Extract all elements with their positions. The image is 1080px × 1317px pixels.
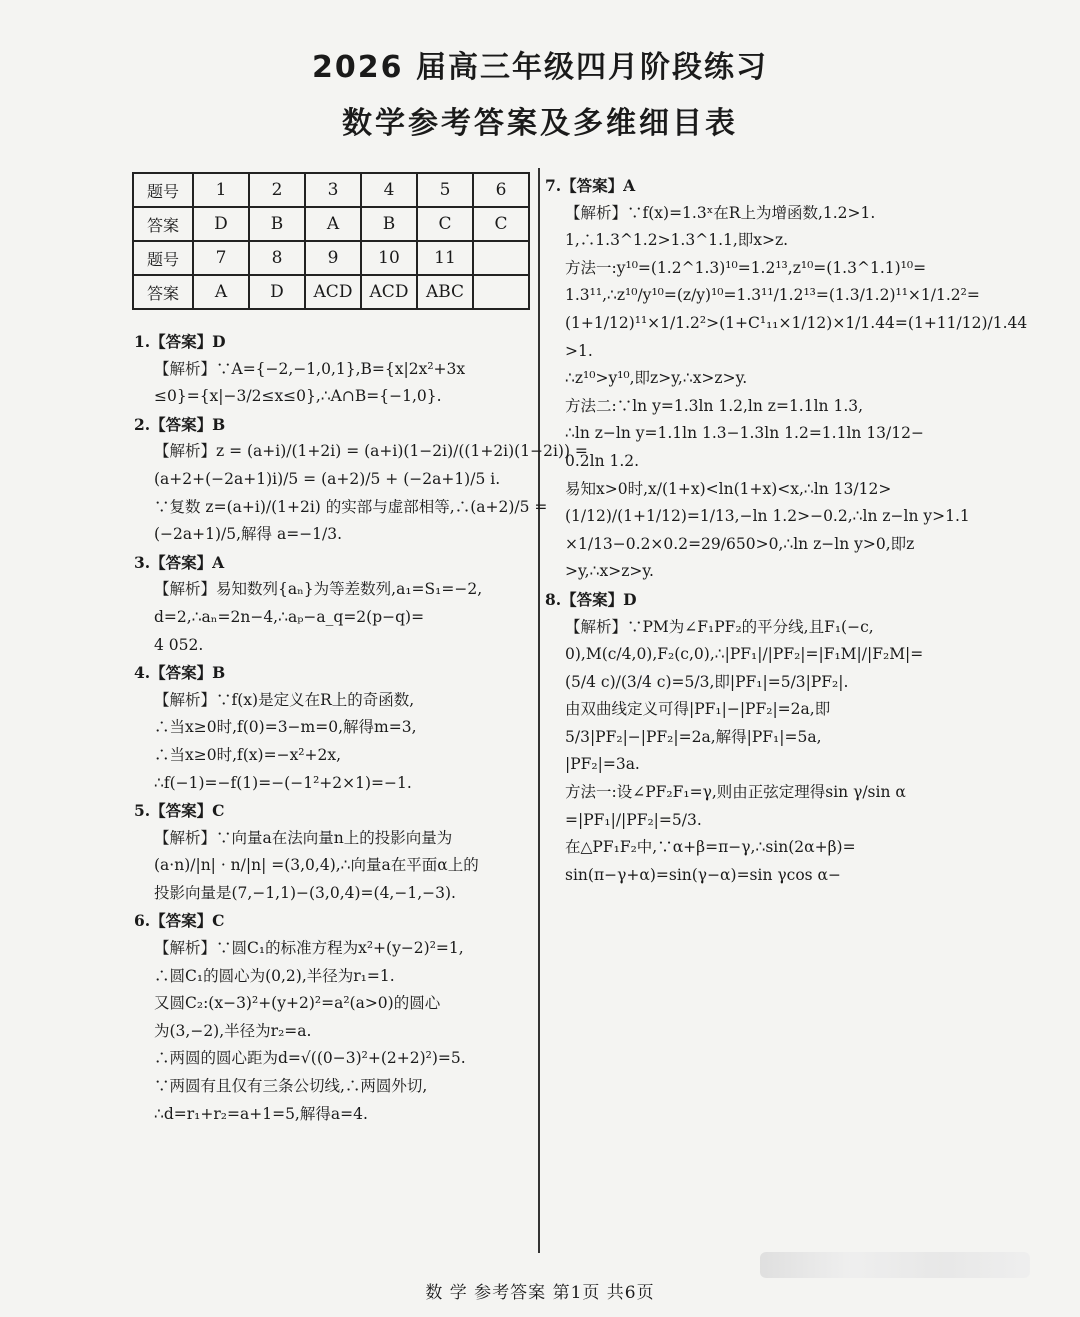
solution-line: (a+2+(−2a+1)i)/5 = (a+2)/5 + (−2a+1)/5 i. (154, 469, 501, 488)
solution-line: 方法二:∵ln y=1.3ln 1.2,ln z=1.1ln 1.3, (565, 396, 864, 415)
solution-line: (−2a+1)/5,解得 a=−1/3. (154, 525, 343, 544)
solution-line: 方法一:设∠PF₂F₁=γ,则由正弦定理得sin γ/sin α (565, 783, 906, 802)
solution-line: |PF₂|=3a. (565, 755, 640, 774)
solution-line: 【解析】z = (a+i)/(1+2i) = (a+i)(1−2i)/((1+2i)(1−2i)) = (154, 442, 588, 461)
solution-line: =|PF₁|/|PF₂|=5/3. (565, 810, 702, 829)
solution-line: 5.【答案】C (134, 801, 225, 821)
answer-table-cell: 3 (305, 173, 361, 207)
answer-table-cell: 6 (473, 173, 529, 207)
solution-line: (5/4 c)/(3/4 c)=5/3,即|PF₁|=5/3|PF₂|. (565, 672, 849, 691)
answer-table-cell: B (249, 207, 305, 241)
solution-line: 由双曲线定义可得|PF₁|−|PF₂|=2a,即 (565, 700, 831, 719)
answer-table-cell: ABC (417, 275, 473, 309)
answer-table-row (133, 275, 529, 309)
answer-table-cell: 8 (249, 241, 305, 275)
solution-line: 投影向量是(7,−1,1)−(3,0,4)=(4,−1,−3). (154, 883, 456, 902)
solution-line: 8.【答案】D (545, 589, 637, 609)
answer-table-cell: A (193, 275, 249, 309)
solution-line: 6.【答案】C (134, 911, 225, 931)
solution-line: 在△PF₁F₂中,∵α+β=π−γ,∴sin(2α+β)= (565, 838, 856, 857)
answer-table-header-cell: 答案 (133, 207, 193, 241)
solution-line: 1.3¹¹,∴z¹⁰/y¹⁰=(z/y)¹⁰=1.3¹¹/1.2¹³=(1.3/1.2)¹¹×1/1.2²= (565, 286, 980, 305)
solution-line: 2.【答案】B (134, 414, 226, 434)
page-footer: 数 学 参考答案 第1页 共6页 (425, 1283, 655, 1303)
answer-table-cell: A (305, 207, 361, 241)
solution-line: 1,∴1.3^1.2>1.3^1.1,即x>z. (565, 231, 789, 250)
answer-table-cell (473, 241, 529, 275)
solution-line: 【解析】∵圆C₁的标准方程为x²+(y−2)²=1, (154, 939, 464, 958)
right-column-solutions (545, 172, 1028, 889)
answer-table-cell: ACD (361, 275, 417, 309)
answer-table-header-cell: 题号 (133, 173, 193, 207)
solution-line: 易知x>0时,x/(1+x)<ln(1+x)<x,∴ln 13/12> (565, 479, 892, 498)
watermark-blur (760, 1252, 1030, 1278)
solution-line: ∴圆C₁的圆心为(0,2),半径为r₁=1. (154, 966, 395, 985)
answer-table-header-cell: 题号 (133, 241, 193, 275)
solution-line: ∴当x≥0时,f(0)=3−m=0,解得m=3, (154, 718, 417, 737)
solution-line: ∴f(−1)=−f(1)=−(−1²+2×1)=−1. (154, 773, 412, 792)
solution-line: 为(3,−2),半径为r₂=a. (154, 1021, 312, 1040)
solution-line: ∵两圆有且仅有三条公切线,∴两圆外切, (154, 1077, 428, 1096)
solution-line: ×1/13−0.2×0.2=29/650>0,∴ln z−ln y>0,即z (565, 534, 915, 553)
answer-table-cell: ACD (305, 275, 361, 309)
solution-line: d=2,∴aₙ=2n−4,∴aₚ−a_q=2(p−q)= (154, 607, 425, 626)
solution-line: 【解析】∵f(x)是定义在R上的奇函数, (154, 690, 415, 709)
answer-table-cell: 1 (193, 173, 249, 207)
answer-table-cell: 9 (305, 241, 361, 275)
column-divider (538, 168, 540, 1253)
solution-line: ≤0}={x|−3/2≤x≤0},∴A∩B={−1,0}. (154, 387, 442, 406)
solution-line: sin(π−γ+α)=sin(γ−α)=sin γcos α− (565, 865, 841, 884)
solution-line: 【解析】∵f(x)=1.3ˣ在R上为增函数,1.2>1. (565, 203, 876, 222)
solution-line: ∴z¹⁰>y¹⁰,即z>y,∴x>z>y. (565, 369, 748, 388)
answer-table (132, 172, 530, 310)
solution-line: 0),M(c/4,0),F₂(c,0),∴|PF₁|/|PF₂|=|F₁M|/|F₂M|= (565, 645, 924, 664)
solution-line: >y,∴x>z>y. (565, 562, 654, 581)
page-subtitle: 数学参考答案及多维细目表 (342, 106, 738, 141)
solution-line: 方法一:y¹⁰=(1.2^1.3)¹⁰=1.2¹³,z¹⁰=(1.3^1.1)¹⁰= (565, 258, 927, 277)
answer-table-cell: 4 (361, 173, 417, 207)
answer-table-cell: 2 (249, 173, 305, 207)
answer-table-cell: 11 (417, 241, 473, 275)
solution-line: 又圆C₂:(x−3)²+(y+2)²=a²(a>0)的圆心 (154, 994, 441, 1013)
page-title: 2026 届高三年级四月阶段练习 (312, 50, 768, 85)
solution-line: ∵复数 z=(a+i)/(1+2i) 的实部与虚部相等,∴(a+2)/5 = (154, 497, 548, 516)
solution-line: >1. (565, 341, 593, 360)
answer-table-row (133, 173, 529, 207)
solution-line: 【解析】∵向量a在法向量n上的投影向量为 (154, 828, 453, 847)
solution-line: ∴两圆的圆心距为d=√((0−3)²+(2+2)²)=5. (154, 1049, 466, 1068)
answer-table-row (133, 207, 529, 241)
solution-line: 0.2ln 1.2. (565, 451, 640, 470)
solution-line: (a·n)/|n| · n/|n| =(3,0,4),∴向量a在平面α上的 (154, 856, 479, 875)
answer-table-cell (473, 275, 529, 309)
answer-table-cell: 5 (417, 173, 473, 207)
answer-table-cell: D (249, 275, 305, 309)
solution-line: 1.【答案】D (134, 332, 226, 351)
left-column-solutions (134, 328, 588, 1128)
answer-table-cell: 10 (361, 241, 417, 275)
answer-table-cell: C (473, 207, 529, 241)
solution-line: ∴ln z−ln y=1.1ln 1.3−1.3ln 1.2=1.1ln 13/12− (565, 424, 924, 443)
answer-table-cell: 7 (193, 241, 249, 275)
solution-line: (1/12)/(1+1/12)=1/13,−ln 1.2>−0.2,∴ln z−ln y>1.1 (565, 507, 970, 526)
solution-line: 7.【答案】A (545, 176, 636, 195)
answer-table-row (133, 241, 529, 275)
answer-table-cell: C (417, 207, 473, 241)
solution-line: 【解析】易知数列{aₙ}为等差数列,a₁=S₁=−2, (154, 580, 483, 599)
solution-line: ∴当x≥0时,f(x)=−x²+2x, (154, 745, 342, 764)
solution-line: (1+1/12)¹¹×1/1.2²>(1+C¹₁₁×1/12)×1/1.44=(1+11/12)/1.44 (565, 313, 1028, 332)
answer-table-cell: D (193, 207, 249, 241)
answer-table-header-cell: 答案 (133, 275, 193, 309)
solution-line: 4 052. (154, 635, 204, 654)
solution-line: 3.【答案】A (134, 552, 225, 572)
answer-table-cell: B (361, 207, 417, 241)
solution-line: 4.【答案】B (134, 663, 226, 683)
solution-line: 【解析】∵A={−2,−1,0,1},B={x|2x²+3x (154, 359, 466, 378)
solution-line: 5/3|PF₂|−|PF₂|=2a,解得|PF₁|=5a, (565, 727, 822, 746)
solution-line: 【解析】∵PM为∠F₁PF₂的平分线,且F₁(−c, (565, 617, 874, 636)
solution-line: ∴d=r₁+r₂=a+1=5,解得a=4. (154, 1104, 368, 1123)
